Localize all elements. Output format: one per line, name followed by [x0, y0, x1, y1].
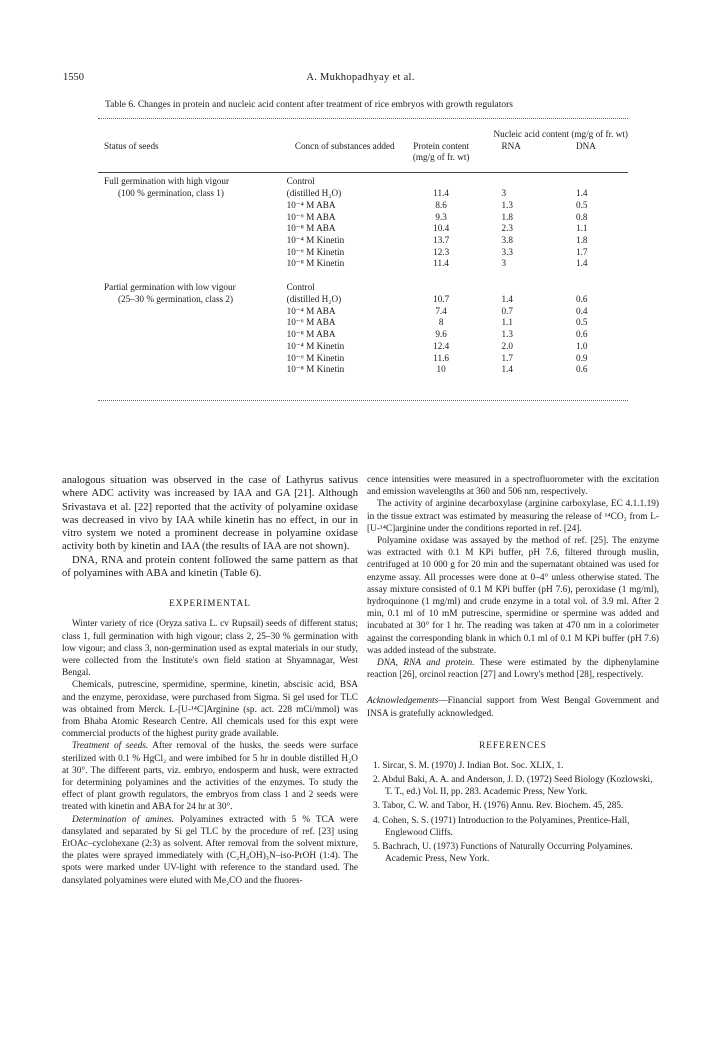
rna-cell: 1.4	[501, 294, 513, 305]
dna-cell: 0.6	[575, 294, 588, 305]
table-row	[98, 317, 628, 329]
running-head: A. Mukhopadhyay et al.	[306, 72, 415, 83]
header-protein: Protein content (mg/g of fr. wt)	[412, 140, 470, 163]
left-paragraph-1: analogous situation was observed in the case of Lathyrus sativus where ADC activity was increased by IAA and GA [21]. Although Srivastava et al. [22] reported that the activity of polyamine oxidase was decreased in vivo by IAA while kinetin has no effect, in our in vitro system we noted a prominent decrease in polyamine oxidase activity both by kinetin and IAA (the results of IAA are not shown).	[62, 475, 358, 553]
left-column	[62, 474, 358, 887]
table-row	[98, 341, 628, 353]
concn-cell: 10⁻⁸ M ABA	[286, 329, 336, 340]
dna-cell: 1.1	[575, 223, 588, 234]
protein-cell: 10.7	[433, 294, 450, 305]
dna-rna-lead: DNA, RNA and protein.	[377, 658, 475, 669]
rna-cell: 3	[501, 188, 507, 199]
status-cell	[98, 341, 287, 353]
protein-cell: 11.6	[433, 352, 450, 363]
status-cell: (25–30 % germination, class 2)	[118, 294, 234, 305]
rna-cell: 1.3	[501, 199, 513, 210]
protein-cell: 9.3	[435, 211, 447, 222]
dna-cell: 1.7	[575, 246, 588, 257]
amines-lead: Determination of amines.	[72, 814, 175, 825]
table-row	[98, 270, 628, 294]
right-paragraph-3: Polyamine oxidase was assayed by the method of ref. [25]. The enzyme was extracted with 0.1 M KPi buffer, pH 7.6, filtered through muslin, centrifuged at 10 000 g for 20 min and the supernatant obtained was used for enzyme assay. All processes were done at 0–4° unless otherwise stated. The assay mixture consisted of 0.1 M KPi buffer (pH 7.6), peroxidase (1 mg/ml), hydroquinone (1 mg/ml) and crude enzyme in a total vol. of 3.9 ml. After 2 min, 0.1 ml of 10 mM putrescine, spermidine or spermine was added and incubated at 30° for 1 hr. The reading was taken at 470 nm in a colorimeter against the corresponding blank in which 0.1 ml of 0.1 M KPi buffer (pH 7.6) was added instead of the substrate.	[367, 536, 659, 656]
left-paragraph-6	[62, 814, 358, 887]
table-row	[98, 235, 628, 247]
experimental-heading: EXPERIMENTAL	[169, 598, 251, 609]
header-nucleic	[480, 129, 628, 141]
protein-cell: 11.4	[433, 258, 450, 269]
table-row	[98, 247, 628, 259]
dna-cell: 1.4	[575, 258, 588, 269]
protein-cell: 12.4	[433, 340, 450, 351]
reference-item: 5. Bachrach, U. (1973) Functions of Naturally Occurring Polyamines. Academic Press, New York.	[373, 842, 633, 865]
left-paragraph-4: Chemicals, putrescine, spermidine, spermine, kinetin, abscisic acid, BSA and the enzyme, peroxidase, were purchased from Sigma. Si gel used for TLC was obtained from Merck. L-[U-¹⁴C]Arginine (sp. act. 228 mCi/mmol) was from Bhaba Atomic Research Centre. All chemicals used for this expt were commercial products of the highest purity grade available.	[62, 680, 358, 740]
status-cell	[98, 247, 287, 259]
dna-cell: 1.4	[575, 188, 588, 199]
rna-cell: 3.3	[501, 246, 513, 257]
concn-cell: Control	[286, 282, 315, 293]
acknowledgements	[367, 695, 659, 719]
status-cell	[98, 353, 287, 365]
table-row	[98, 329, 628, 341]
left-paragraph-3: Winter variety of rice (Oryza sativa L. cv Rupsail) seeds of different status; class 1, full germination with high vigour; class 2, 25–30 % germination with low vigour; and class 3, non-germination used as exptal materials in our study, were collected from the Institute's own field station at Shyamnagar, West Bengal.	[62, 619, 358, 679]
concn-cell: 10⁻⁴ M Kinetin	[286, 340, 345, 351]
rna-cell: 1.4	[501, 364, 513, 375]
dna-cell: 1.0	[575, 340, 588, 351]
reference-item: 4. Cohen, S. S. (1971) Introduction to the Polyamines, Prentice-Hall, Englewood Cliffs.	[373, 815, 630, 838]
table-row	[98, 223, 628, 235]
concn-cell: 10⁻⁸ M Kinetin	[286, 364, 345, 375]
rna-cell: 3	[501, 258, 507, 269]
status-cell	[98, 235, 287, 247]
table-bottom-rule	[98, 400, 628, 401]
status-cell	[98, 200, 287, 212]
status-cell	[98, 306, 287, 318]
protein-cell: 13.7	[433, 234, 450, 245]
table-row	[98, 364, 628, 376]
protein-cell	[403, 270, 480, 294]
status-cell	[98, 223, 287, 235]
left-paragraph-2: DNA, RNA and protein content followed the same pattern as that of polyamines with ABA and kinetin (Table 6).	[62, 554, 358, 580]
ack-lead: Acknowledgements	[367, 696, 439, 707]
amines-text: Polyamines extracted with 5 % TCA were dansylated and separated by Si gel TLC by the procedure of ref. [23] using EtOAc–cyclohexane (2:3) as solvent. After removal from the solvent mixture, the plates were sprayed immediately with (C₂H₄OH)₃N–iso-PrOH (1:4). The spots were marked under UV-light with reference to the standard used. The dansylated polyamines were eluted with Me₂CO and the fluores-	[62, 814, 358, 886]
reference-item: 3. Tabor, C. W. and Tabor, H. (1976) Annu. Rev. Biochem. 45, 285.	[373, 801, 624, 812]
dna-cell: 0.4	[575, 305, 588, 316]
right-column	[367, 474, 659, 867]
concn-cell: 10⁻⁶ M Kinetin	[286, 246, 345, 257]
header-nucleic-text: Nucleic acid content (mg/g of fr. wt)	[493, 129, 628, 139]
status-cell: Full germination with high vigour	[104, 176, 230, 187]
table-row	[98, 212, 628, 224]
dna-cell	[562, 270, 628, 294]
treatment-lead: Treatment of seeds.	[72, 741, 149, 752]
status-cell	[98, 212, 287, 224]
concn-cell: 10⁻⁶ M Kinetin	[286, 352, 345, 363]
concn-cell: 10⁻⁶ M ABA	[286, 211, 336, 222]
table-header-rule	[98, 172, 628, 173]
table-row	[98, 294, 628, 306]
dna-cell: 1.8	[575, 234, 588, 245]
rna-cell	[480, 164, 562, 188]
table-row	[98, 353, 628, 365]
dna-cell: 0.9	[575, 352, 588, 363]
rna-cell: 3.8	[501, 234, 513, 245]
table-row	[98, 164, 628, 188]
rna-cell: 2.0	[501, 340, 513, 351]
protein-cell: 10	[436, 364, 446, 375]
rna-cell	[480, 270, 562, 294]
right-paragraph-4	[367, 657, 659, 681]
right-paragraph-2: The activity of arginine decarboxylase (arginine carboxylase, EC 4.1.1.19) in the tissue extract was estimated by measuring the release of ¹⁴CO₂ from L-[U-¹⁴C]arginine under the conditions reported in ref. [24].	[367, 499, 659, 534]
protein-cell: 9.6	[435, 329, 447, 340]
dna-cell: 0.6	[575, 329, 588, 340]
protein-cell: 11.4	[433, 188, 450, 199]
status-cell	[98, 329, 287, 341]
dna-cell: 0.5	[575, 199, 588, 210]
dna-cell: 0.6	[575, 364, 588, 375]
status-cell: Partial germination with low vigour	[104, 282, 236, 293]
dna-cell: 0.5	[575, 317, 588, 328]
left-paragraph-5	[62, 740, 358, 813]
references-heading: REFERENCES	[479, 739, 547, 750]
status-cell	[98, 258, 287, 270]
rna-cell: 1.3	[501, 329, 513, 340]
reference-item: 1. Sircar, S. M. (1970) J. Indian Bot. Soc. XLIX, 1.	[373, 760, 564, 771]
concn-cell: 10⁻⁴ M Kinetin	[286, 234, 345, 245]
rna-cell: 2.3	[501, 223, 513, 234]
concn-cell: 10⁻⁴ M ABA	[286, 305, 336, 316]
header-rna: RNA	[501, 140, 521, 151]
protein-cell: 8.6	[435, 199, 447, 210]
table-row	[98, 200, 628, 212]
rna-cell: 1.7	[501, 352, 513, 363]
ack-text: —Financial support from West Bengal Government and INSA is gratefully acknowledged.	[367, 696, 659, 719]
protein-cell: 8	[438, 317, 444, 328]
status-cell: (100 % germination, class 1)	[118, 188, 224, 199]
dna-rna-text: These were estimated by the diphenylamine reaction [26], orcinol reaction [27] and Lowry's method [28], respectively.	[367, 658, 659, 681]
concn-cell: Control	[286, 176, 315, 187]
table-row	[98, 188, 628, 200]
table-row	[98, 258, 628, 270]
header-concn: Concn of substances added	[294, 140, 395, 151]
header-status: Status of seeds	[104, 140, 159, 151]
rna-cell: 1.1	[501, 317, 513, 328]
table-top-rule	[98, 118, 628, 119]
protein-cell: 7.4	[435, 305, 447, 316]
concn-cell: (distilled H₂O)	[286, 188, 342, 199]
right-paragraph-1: cence intensities were measured in a spectrofluorometer with the excitation and emission wavelengths at 360 and 506 nm, respectively.	[367, 475, 659, 498]
status-cell	[98, 364, 287, 376]
concn-cell: 10⁻⁴ M ABA	[286, 199, 336, 210]
references-list	[367, 760, 659, 866]
page-number: 1550	[63, 72, 84, 83]
dna-cell: 0.8	[575, 211, 588, 222]
treatment-text: After removal of the husks, the seeds were surface sterilized with 0.1 % HgCl₂ and were imbibed for 5 hr in double distilled H₂O at 30°. The different parts, viz. embryo, endosperm and husk, were extracted for determining polyamines and the activities of the enzymes. To study the effect of plant growth regulators, the embryos from class 1 and 2 seeds were treated with kinetin and ABA for 24 hr at 30°.	[62, 741, 359, 813]
concn-cell: (distilled H₂O)	[286, 294, 342, 305]
table-row	[98, 306, 628, 318]
rna-cell: 1.8	[501, 211, 513, 222]
table-6	[98, 129, 628, 376]
header-dna: DNA	[575, 140, 596, 151]
status-cell	[98, 317, 287, 329]
table-body	[98, 164, 628, 376]
concn-cell: 10⁻⁸ M ABA	[286, 223, 336, 234]
concn-cell: 10⁻⁸ M Kinetin	[286, 258, 345, 269]
reference-item: 2. Abdul Baki, A. A. and Anderson, J. D. (1972) Seed Biology (Kozlowski, T. T., ed.) Vol. II, pp. 283. Academic Press, New York.	[373, 775, 653, 798]
protein-cell	[403, 164, 480, 188]
concn-cell: 10⁻⁶ M ABA	[286, 317, 336, 328]
protein-cell: 10.4	[433, 223, 450, 234]
dna-cell	[562, 164, 628, 188]
protein-cell: 12.3	[433, 246, 450, 257]
table-caption: Table 6. Changes in protein and nucleic acid content after treatment of rice embryos with growth regulators	[105, 100, 513, 110]
rna-cell: 0.7	[501, 305, 513, 316]
